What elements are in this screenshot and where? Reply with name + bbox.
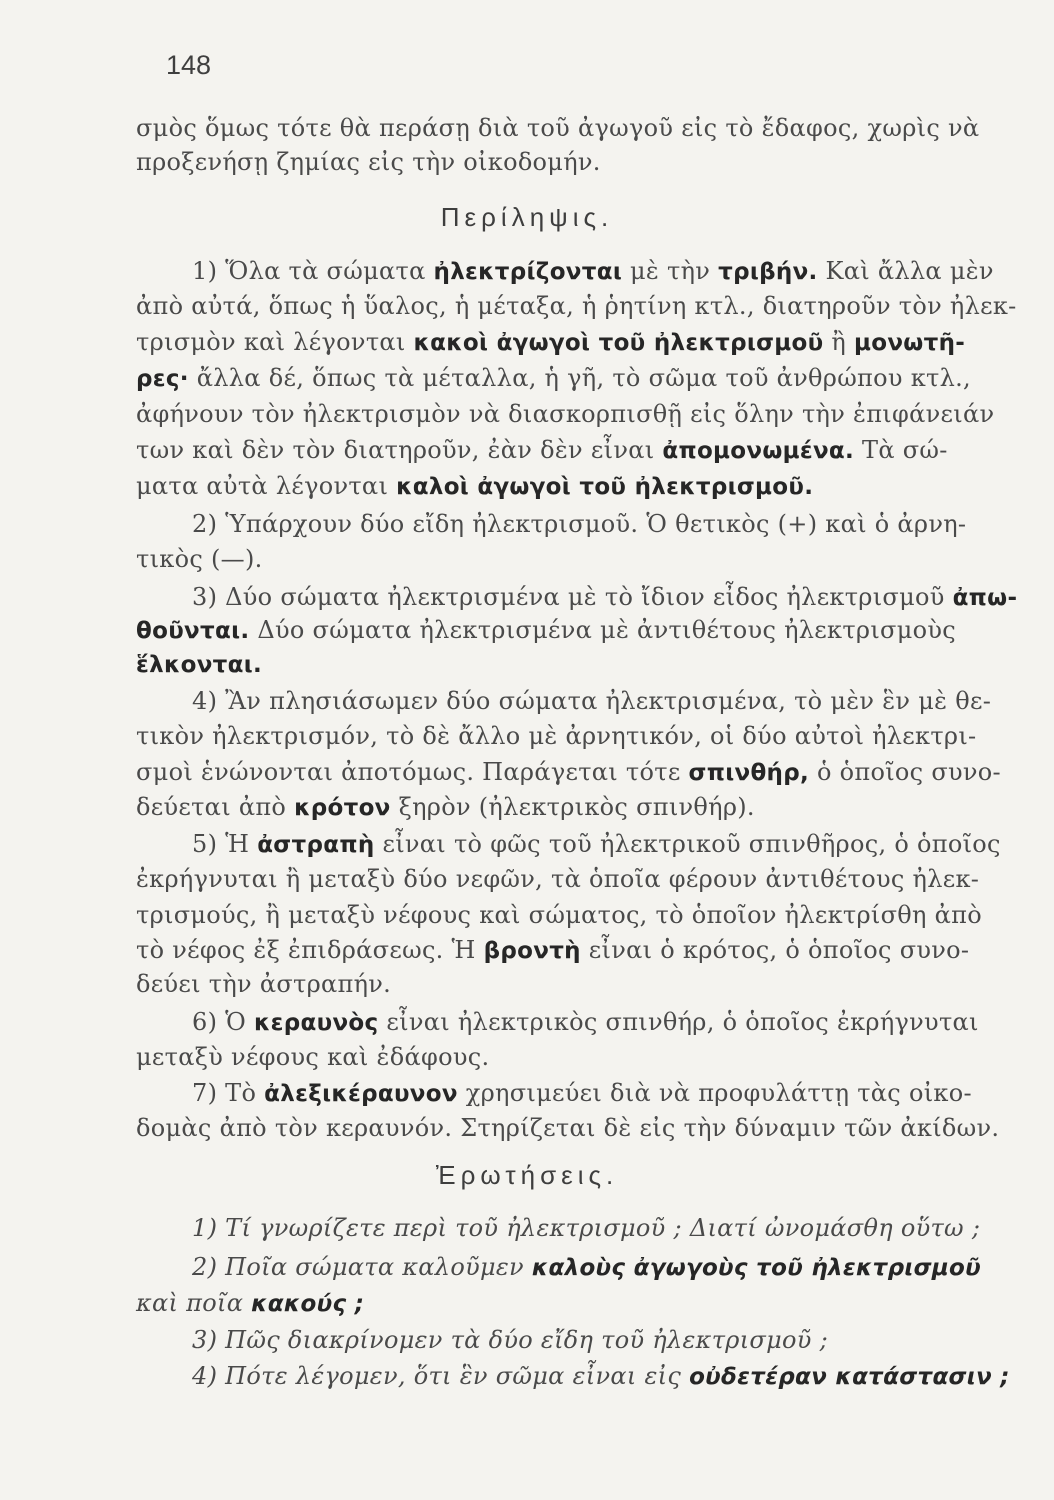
key-term: κεραυνὸς bbox=[254, 1010, 379, 1036]
text-line: σμοὶ ἑνώνονται ἀποτόμως. Παράγεται τότε σπινθήρ, ὁ ὁποῖος συνο- bbox=[136, 758, 1001, 786]
key-term: ἕλκονται. bbox=[136, 652, 263, 678]
intro-line: προξενήσῃ ζημίας εἰς τὴν οἰκοδομήν. bbox=[136, 148, 601, 176]
text-line: δεύει τὴν ἀστραπήν. bbox=[136, 970, 392, 998]
intro-line: σμὸς ὅμως τότε θὰ περάσῃ διὰ τοῦ ἀγωγοῦ εἰς τὸ ἔδαφος, χωρὶς νὰ bbox=[136, 114, 980, 142]
text-line: ρες· ἄλλα δέ, ὅπως τὰ μέταλλα, ἡ γῆ, τὸ σῶμα τοῦ ἀνθρώπου κτλ., bbox=[136, 364, 971, 392]
key-term: κρότον bbox=[294, 795, 391, 821]
key-term: μονωτῆ- bbox=[854, 330, 966, 356]
key-term: κακοὶ ἀγωγοὶ τοῦ ἠλεκτρισμοῦ bbox=[413, 330, 824, 356]
key-term: βροντὴ bbox=[483, 938, 581, 964]
summary-item-4: 4) Ἂν πλησιάσωμεν δύο σώματα ἠλεκτρισμένα, τὸ μὲν ἓν μὲ θε- bbox=[192, 687, 992, 715]
page-number: 148 bbox=[166, 50, 212, 80]
text-line: ἐκρήγνυται ἢ μεταξὺ δύο νεφῶν, τὰ ὁποῖα φέρουν ἀντιθέτους ἠλεκ- bbox=[136, 865, 980, 893]
text-line bbox=[136, 648, 1006, 681]
key-term: οὐδετέραν κατάστασιν ; bbox=[689, 1364, 1010, 1390]
question-3: 3) Πῶς διακρίνομεν τὰ δύο εἴδη τοῦ ἠλεκτρισμοῦ ; bbox=[192, 1326, 828, 1354]
text-line: ματα αὐτὰ λέγονται καλοὶ ἀγωγοὶ τοῦ ἠλεκτρισμοῦ. bbox=[136, 472, 814, 500]
text-line: των καὶ δὲν τὸν διατηροῦν, ἐὰν δὲν εἶναι ἀπομονωμένα. Τὰ σώ- bbox=[136, 436, 948, 464]
summary-item-2: 2) Ὑπάρχουν δύο εἴδη ἠλεκτρισμοῦ. Ὁ θετικὸς (+) καὶ ὁ ἀρνη- bbox=[192, 510, 967, 538]
summary-item-7: 7) Τὸ ἀλεξικέραυνον χρησιμεύει διὰ νὰ προφυλάττῃ τὰς οἰκο- bbox=[192, 1079, 972, 1107]
text-line: ἀφήνουν τὸν ἠλεκτρισμὸν νὰ διασκορπισθῇ εἰς ὅλην τὴν ἐπιφάνειάν bbox=[136, 400, 995, 428]
question-2: 2) Ποῖα σώματα καλοῦμεν καλοὺς ἀγωγοὺς τοῦ ἠλεκτρισμοῦ bbox=[192, 1253, 981, 1281]
key-term: καλοὶ ἀγωγοὶ τοῦ ἠλεκτρισμοῦ. bbox=[396, 474, 814, 500]
key-term: σπινθήρ, bbox=[688, 760, 810, 786]
text-line: δεύεται ἀπὸ κρότον ξηρὸν (ἠλεκτρικὸς σπινθήρ). bbox=[136, 793, 755, 821]
text-line: τικὸς (—). bbox=[136, 545, 263, 573]
summary-item-3: 3) Δύο σώματα ἠλεκτρισμένα μὲ τὸ ἴδιον εἶδος ἠλεκτρισμοῦ ἀπω- bbox=[192, 583, 1018, 611]
text-line: τὸ νέφος ἐξ ἐπιδράσεως. Ἡ βροντὴ εἶναι ὁ κρότος, ὁ ὁποῖος συνο- bbox=[136, 936, 970, 964]
key-term: θοῦνται. bbox=[136, 618, 250, 644]
text-line: τρισμὸν καὶ λέγονται κακοὶ ἀγωγοὶ τοῦ ἠλεκτρισμοῦ ἢ μονωτῆ- bbox=[136, 328, 966, 356]
summary-item-6: 6) Ὁ κεραυνὸς εἶναι ἠλεκτρικὸς σπινθήρ, ὁ ὁποῖος ἐκρήγνυται bbox=[192, 1008, 979, 1036]
key-term: ἀλεξικέραυνον bbox=[264, 1081, 458, 1107]
key-term: ρες· bbox=[136, 366, 189, 392]
text-line: τικὸν ἠλεκτρισμόν, τὸ δὲ ἄλλο μὲ ἀρνητικόν, οἱ δύο αὐτοὶ ἠλεκτρι- bbox=[136, 722, 977, 750]
key-term: ἠλεκτρίζονται bbox=[433, 259, 623, 285]
text-line: δομὰς ἀπὸ τὸν κεραυνόν. Στηρίζεται δὲ εἰς τὴν δύναμιν τῶν ἀκίδων. bbox=[136, 1114, 1000, 1142]
text-line: καὶ ποῖα κακούς ; bbox=[136, 1289, 365, 1317]
key-term: τριβήν. bbox=[718, 259, 818, 285]
summary-item-1: 1) Ὅλα τὰ σώματα ἠλεκτρίζονται μὲ τὴν τριβήν. Καὶ ἄλλα μὲν bbox=[192, 257, 994, 285]
key-term: κακούς ; bbox=[251, 1291, 365, 1317]
text-line: μεταξὺ νέφους καὶ ἐδάφους. bbox=[136, 1043, 490, 1071]
text-line: ἀπὸ αὐτά, ὅπως ἡ ὕαλος, ἡ μέταξα, ἡ ῥητίνη κτλ., διατηροῦν τὸν ἠλεκ- bbox=[136, 292, 1017, 320]
key-term: ἀστραπὴ bbox=[257, 832, 375, 858]
key-term: ἀπομονωμένα. bbox=[662, 438, 855, 464]
question-4: 4) Πότε λέγομεν, ὅτι ἓν σῶμα εἶναι εἰς οὐδετέραν κατάστασιν ; bbox=[192, 1362, 1010, 1390]
text-line: τρισμούς, ἢ μεταξὺ νέφους καὶ σώματος, τὸ ὁποῖον ἠλεκτρίσθη ἀπὸ bbox=[136, 901, 982, 929]
summary-item-5: 5) Ἡ ἀστραπὴ εἶναι τὸ φῶς τοῦ ἠλεκτρικοῦ σπινθῆρος, ὁ ὁποῖος bbox=[192, 830, 1001, 858]
summary-heading: Περίληψις. bbox=[440, 202, 614, 232]
key-term: καλοὺς ἀγωγοὺς τοῦ ἠλεκτρισμοῦ bbox=[531, 1255, 981, 1281]
text-line: θοῦνται. Δύο σώματα ἠλεκτρισμένα μὲ ἀντιθέτους ἠλεκτρισμοὺς bbox=[136, 616, 956, 644]
key-term: ἀπω- bbox=[952, 585, 1018, 611]
question-1: 1) Τί γνωρίζετε περὶ τοῦ ἠλεκτρισμοῦ ; Διατί ὠνομάσθη οὕτω ; bbox=[192, 1214, 981, 1242]
questions-heading: Ἐρωτήσεις. bbox=[435, 1160, 619, 1190]
